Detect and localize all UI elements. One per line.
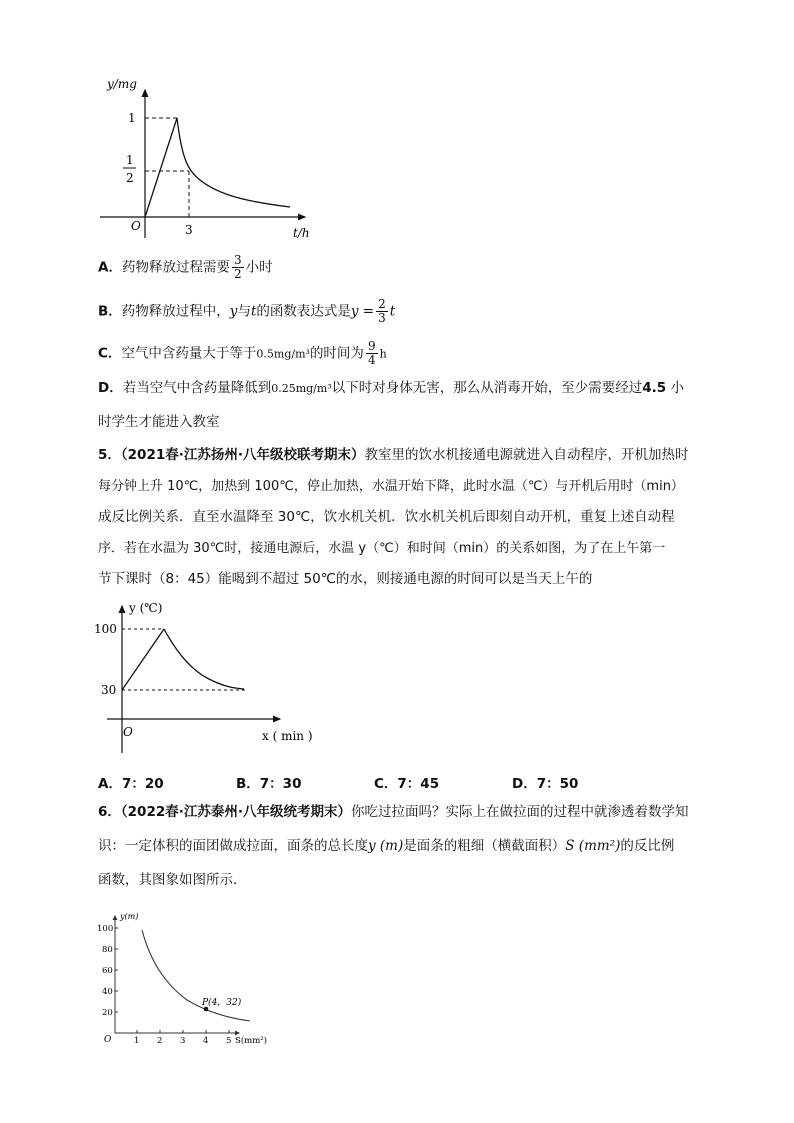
q5-line5: 节下课时（8：45）能喝到不超过 50℃的水，则接通电源的时间可以是当天上午的 <box>98 571 593 587</box>
q6-line3: 函数，其图象如图所示． <box>98 872 247 888</box>
q4-option-d-line1[interactable]: D．若当空气中含药量降低到0.25mg/m³以下时对身体无害，那么从消毒开始，至少需要经过4.5 小 <box>98 380 684 396</box>
q5-options <box>98 772 698 792</box>
q5-line4: 序．若在水温为 30℃时，接通电源后，水温 y（℃）和时间（min）的关系如图，为了在上午第一 <box>98 541 666 556</box>
q5-option-a[interactable]: A．7：20 <box>98 776 164 792</box>
q6-question <box>98 800 718 892</box>
q5-option-d[interactable]: D．7：50 <box>512 776 579 792</box>
q6-y-tick-80: 80 <box>102 945 113 955</box>
q4-option-b[interactable]: B．药物释放过程中，y与t的函数表达式是y = $\frac{2}{3}$ t <box>98 297 396 325</box>
q4-x-label: t/h <box>293 226 310 240</box>
q4-half-den: 2 <box>126 171 134 185</box>
q5-option-c[interactable]: C．7：45 <box>374 776 440 792</box>
q6-origin: O <box>104 1035 112 1045</box>
q4-option-c[interactable]: C．空气中含药量大于等于0.5mg/m³的时间为 $\frac{9}{4}$ h <box>98 339 387 367</box>
q5-option-b[interactable]: B．7：30 <box>236 776 302 792</box>
q5-y-label: y (℃) <box>129 601 163 615</box>
q4-a-fraction: $\frac{3}{2}$ <box>233 253 242 281</box>
q5-x-label: x ( min ) <box>262 729 313 743</box>
q4-origin: O <box>131 219 141 233</box>
q6-point-label: P(4，32) <box>202 998 242 1008</box>
q6-graph <box>92 908 277 1048</box>
q4-option-a[interactable]: A．药物释放过程需要 $\frac{3}{2}$ 小时 <box>98 253 273 281</box>
q5-origin: O <box>123 725 133 739</box>
q6-y-tick-100: 100 <box>97 924 114 934</box>
q4-option-d-line2: 时学生才能进入教室 <box>98 414 220 430</box>
q4-tick-1: 1 <box>128 111 136 125</box>
q6-x-tick-3: 3 <box>180 1036 186 1046</box>
q6-line2: 识：一定体积的面团做成拉面，面条的总长度y (m)是面条的粗细（横截面积）S (mm²)的反比例 <box>98 838 675 854</box>
q5-question <box>98 440 718 595</box>
q5-tick-30: 30 <box>101 683 117 697</box>
q6-y-tick-40: 40 <box>102 987 113 997</box>
q5-line3: 成反比例关系．直至水温降至 30℃，饮水机关机．饮水机关机后即刻自动开机，重复上述自动程 <box>98 509 675 525</box>
q5-decay-curve <box>164 629 244 689</box>
q5-tick-100: 100 <box>94 622 117 636</box>
q6-x-tick-5: 5 <box>226 1036 232 1046</box>
q6-y-tick-20: 20 <box>102 1008 113 1018</box>
q4-graph <box>100 70 330 245</box>
q4-y-label: y/mg <box>107 77 137 91</box>
q4-decay-curve <box>177 118 290 207</box>
q6-line1: 6．（2022春·江苏泰州·八年级统考期末）你吃过拉面吗？实际上在做拉面的过程中就渗透着数学知 <box>98 804 689 820</box>
q4-tick-3: 3 <box>185 223 193 237</box>
q6-x-label: S(mm²) <box>235 1036 267 1046</box>
q4-half-num: 1 <box>126 153 134 167</box>
q5-graph <box>92 598 332 758</box>
q6-x-tick-4: 4 <box>203 1036 209 1046</box>
q4-c-fraction: $\frac{9}{4}$ <box>367 339 376 367</box>
q5-line2: 每分钟上升 10℃，加热到 100℃，停止加热，水温开始下降，此时水温（℃）与开机后用时（min） <box>98 479 684 494</box>
q4-rise-line <box>145 118 177 217</box>
q5-line1: 5．（2021春·江苏扬州·八年级校联考期末）教室里的饮水机接通电源就进入自动程序，开机加热时 <box>98 447 689 463</box>
q4-b-fraction: $\frac{2}{3}$ <box>378 297 386 325</box>
q6-y-tick-60: 60 <box>102 966 113 976</box>
q6-y-label: y(m) <box>120 912 139 921</box>
q6-x-tick-1: 1 <box>134 1036 140 1046</box>
q6-x-tick-2: 2 <box>157 1036 163 1046</box>
q5-rise-line <box>122 629 164 690</box>
